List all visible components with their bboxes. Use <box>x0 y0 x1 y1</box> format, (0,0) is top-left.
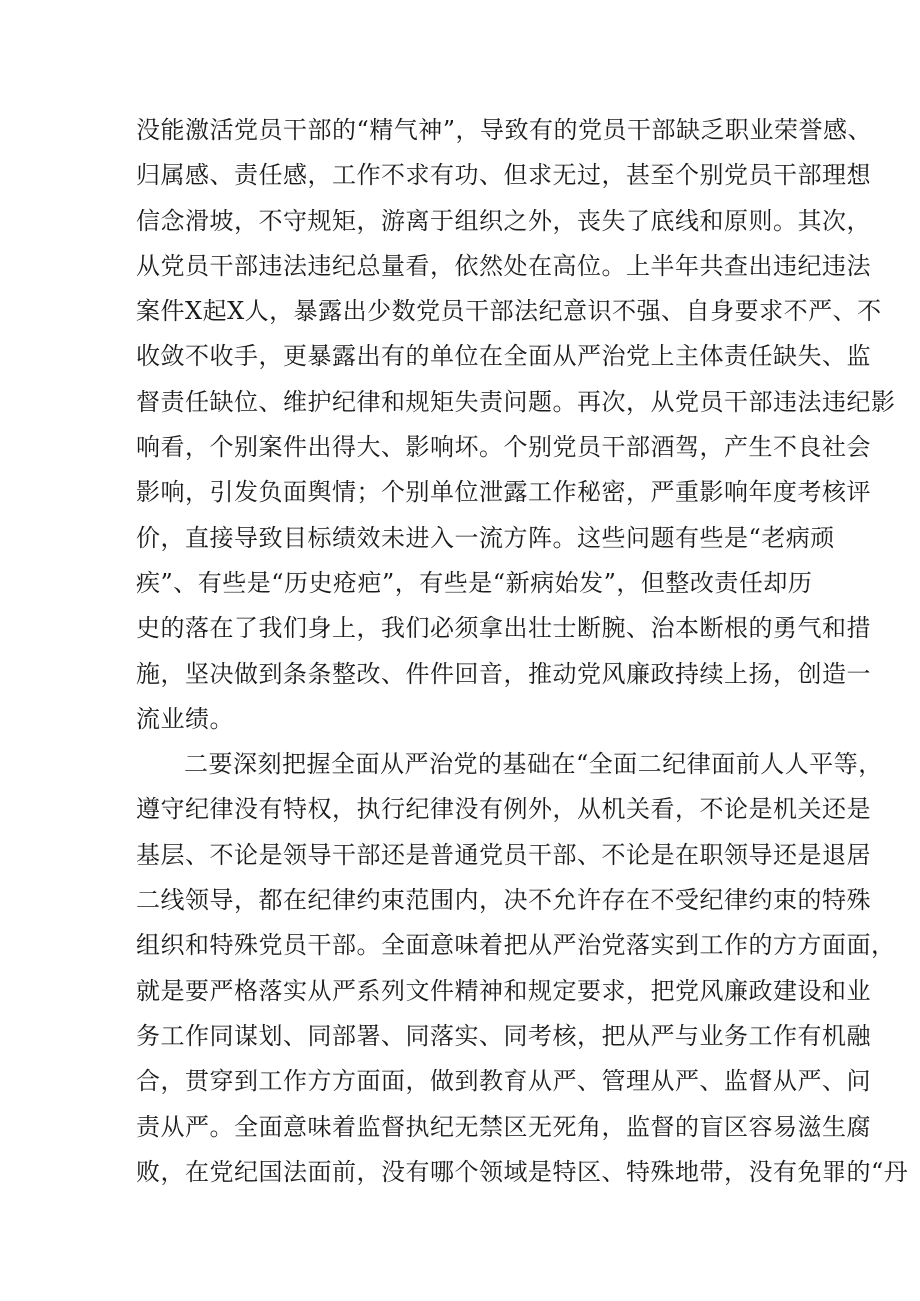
text-line: 影响，引发负面舆情；个别单位泄露工作秘密，严重影响年度考核评 <box>136 478 871 507</box>
text-line: 案件X起X人，暴露出少数党员干部法纪意识不强、自身要求不严、不 <box>136 297 882 326</box>
text-line: 二线领导，都在纪律约束范围内，决不允许存在不受纪律约束的特殊 <box>136 886 871 915</box>
text-line: 遵守纪律没有特权，执行纪律没有例外，从机关看，不论是机关还是 <box>136 795 871 824</box>
text-line: 疾”、有些是“历史疮疤”，有些是“新病始发”，但整改责任却历 <box>136 568 813 597</box>
text-line: 责从严。全面意味着监督执纪无禁区无死角，监督的盲区容易滋生腐 <box>136 1112 871 1141</box>
text-line: 价，直接导致目标绩效未进入一流方阵。这些问题有些是“老病顽 <box>136 523 835 552</box>
text-line: 从党员干部违法违纪总量看，依然处在高位。上半年共查出违纪违法 <box>136 251 871 280</box>
text-line: 组织和特殊党员干部。全面意味着把从严治党落实到工作的方方面面， <box>136 931 896 960</box>
text-line: 务工作同谋划、同部署、同落实、同考核，把从严与业务工作有机融 <box>136 1021 871 1050</box>
body-text <box>136 108 909 1195</box>
text-line: 就是要严格落实从严系列文件精神和规定要求，把党风廉政建设和业 <box>136 976 871 1005</box>
text-line: 没能激活党员干部的“精气神”，导致有的党员干部缺乏职业荣誉感、 <box>136 116 873 144</box>
text-line: 流业绩。 <box>136 704 234 733</box>
text-line: 施，坚决做到条条整改、件件回音，推动党风廉政持续上扬，创造一 <box>136 659 871 688</box>
text-line: 响看，个别案件出得大、影响坏。个别党员干部酒驾，产生不良社会 <box>136 433 871 462</box>
text-line: 败，在党纪国法面前，没有哪个领域是特区、特殊地带，没有免罪的“丹 <box>136 1157 909 1186</box>
text-line: 信念滑坡，不守规矩，游离于组织之外，丧失了底线和原则。其次， <box>136 206 871 235</box>
text-line: 史的落在了我们身上，我们必须拿出壮士断腕、治本断根的勇气和措 <box>136 614 871 643</box>
text-line: 归属感、责任感，工作不求有功、但求无过，甚至个别党员干部理想 <box>136 161 871 190</box>
text-line: 督责任缺位、维护纪律和规矩失责问题。再次，从党员干部违法违纪影 <box>136 387 896 416</box>
text-line: 收敛不收手，更暴露出有的单位在全面从严治党上主体责任缺失、监 <box>136 342 871 371</box>
paragraph-first-line: 二要深刻把握全面从严治党的基础在“全面二纪律面前人人平等， <box>184 750 883 779</box>
text-line: 基层、不论是领导干部还是普通党员干部、不论是在职领导还是退居 <box>136 840 871 869</box>
text-line: 合，贯穿到工作方方面面，做到教育从严、管理从严、监督从严、问 <box>136 1067 871 1096</box>
